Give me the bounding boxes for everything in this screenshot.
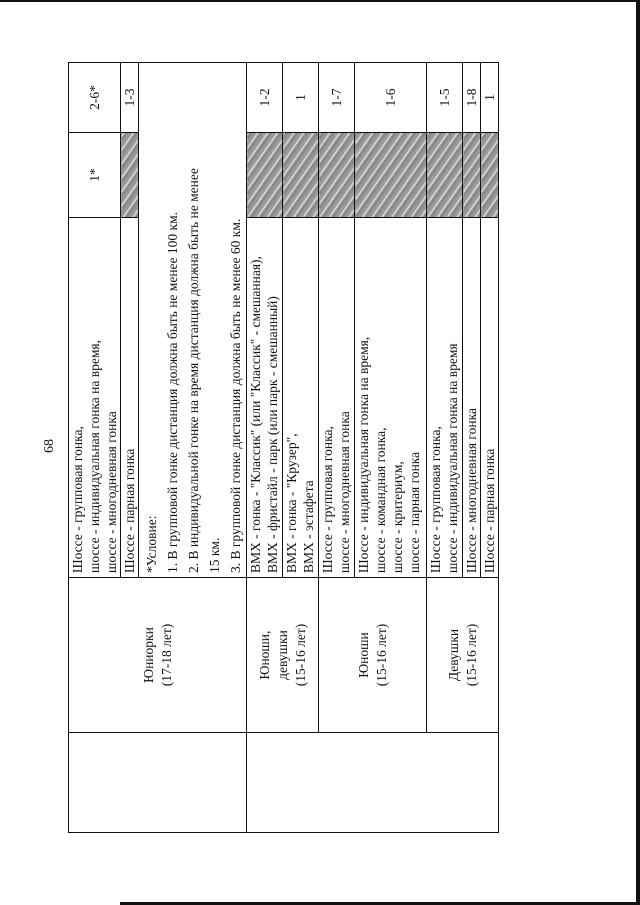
scan-border-top (0, 0, 640, 2)
event-line: Шоссе - групповая гонка, (320, 426, 335, 573)
event-line: Шоссе - многодневная гонка (464, 408, 479, 573)
rotated-content (42, 63, 497, 833)
event-line: ВМХ - эстафета (301, 480, 316, 573)
event-line: Шоссе - парная гонка (122, 448, 137, 573)
shaded-cell (319, 133, 355, 218)
code-cell: 1-8 (463, 63, 481, 133)
event-line: Шоссе - индивидуальная гонка на время, (356, 336, 371, 573)
event-line: шоссе - командная гонка, (373, 427, 388, 573)
code-cell: 1 (481, 63, 499, 133)
event-line: шоссе - индивидуальная гонка на время, (87, 340, 102, 573)
shaded-cell (481, 133, 499, 218)
shaded-cell (355, 133, 427, 218)
code-cell: 1-3 (121, 63, 139, 133)
events-cell (247, 218, 283, 578)
event-line: шоссе - парная гонка (407, 451, 422, 573)
code-cell: 1-7 (319, 63, 355, 133)
table-row (247, 63, 283, 833)
code-cell: 2-6* (69, 63, 121, 133)
event-line: шоссе - многодневная гонка (104, 411, 119, 573)
events-cell (69, 218, 121, 578)
table-row (69, 63, 121, 833)
code-cell: 1-6 (355, 63, 427, 133)
conditions-cell (139, 63, 247, 578)
group-label: Юноши (15-16 лет) (355, 623, 389, 687)
event-line: Шоссе - групповая гонка, (428, 426, 443, 573)
group-juniorki (69, 578, 247, 733)
group-label: Юниорки (17-18 лет) (140, 623, 174, 687)
group-label: Юноши, девушки (15-16 лет) (256, 623, 308, 687)
blank-cell (247, 733, 499, 833)
shaded-cell (283, 133, 319, 218)
group-label: Девушки (15-16 лет) (445, 623, 479, 687)
condition-line: 15 км. (207, 537, 222, 573)
event-line: шоссе - индивидуальная гонка на время (445, 343, 460, 573)
table-row (319, 63, 355, 833)
mark-cell: 1* (69, 133, 121, 218)
condition-line: 1. В групповой гонке дистанция должна быть не менее 100 км. (165, 211, 180, 573)
events-cell (355, 218, 427, 578)
table-row (427, 63, 463, 833)
group-youth-mixed (247, 578, 319, 733)
events-cell (427, 218, 463, 578)
code-cell: 1 (283, 63, 319, 133)
event-line: шоссе - критериум, (390, 461, 405, 573)
events-cell (481, 218, 499, 578)
shaded-cell (463, 133, 481, 218)
event-line: Шоссе - парная гонка (482, 448, 497, 573)
event-line: ВМХ - гонка - "Крузер", (284, 433, 299, 573)
events-cell (463, 218, 481, 578)
shaded-cell (427, 133, 463, 218)
events-cell (319, 218, 355, 578)
group-girls (427, 578, 499, 733)
event-line: ВМХ - гонка - "Классик" (или "Классик" - смешанная), (248, 256, 263, 573)
page-number: 68 (42, 439, 57, 453)
blank-cell (69, 733, 247, 833)
event-line: ВМХ - фристайл - парк (или парк - смешанный) (265, 296, 280, 573)
classification-table (68, 62, 499, 833)
events-cell (283, 218, 319, 578)
scan-border-right (636, 0, 640, 905)
events-cell (121, 218, 139, 578)
group-boys (319, 578, 427, 733)
code-cell: 1-2 (247, 63, 283, 133)
event-line: Шоссе - групповая гонка, (70, 426, 85, 573)
code-cell: 1-5 (427, 63, 463, 133)
condition-line: 2. В индивидуальной гонке на время дистанция должна быть не менее (186, 168, 201, 573)
condition-line: *Условие: (144, 515, 159, 573)
event-line: шоссе - многодневная гонка (337, 411, 352, 573)
shaded-cell (247, 133, 283, 218)
condition-line: 3. В групповой гонке дистанция должна быть не менее 60 км. (228, 218, 243, 573)
shaded-cell (121, 133, 139, 218)
